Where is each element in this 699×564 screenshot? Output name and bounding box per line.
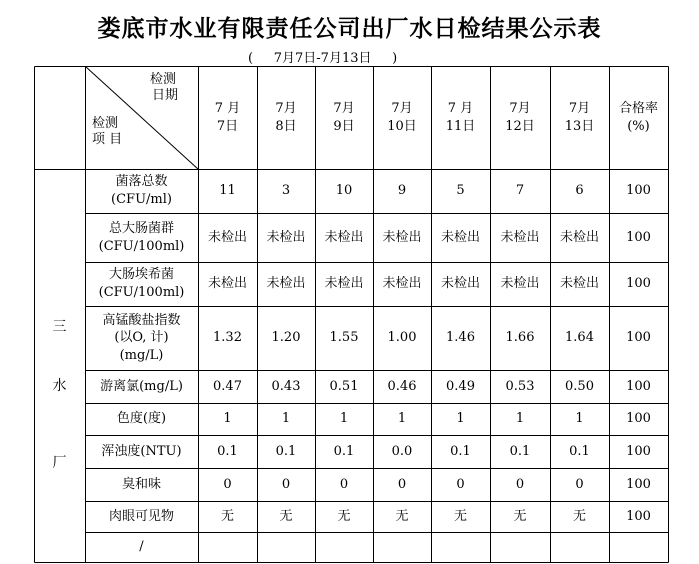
value-cell: 0.47 <box>213 378 242 394</box>
value-cell: 0.1 <box>333 443 355 459</box>
value-cell: 未检出 <box>559 229 599 245</box>
value-cell: 未检出 <box>207 276 247 292</box>
value-cell <box>431 532 490 562</box>
item-cell: 总大肠菌群 (CFU/100ml) <box>98 220 185 254</box>
value-cell: 无 <box>453 508 467 524</box>
value-cell: 未检出 <box>382 276 422 292</box>
pass-rate-cell: 100 <box>626 508 651 524</box>
value-cell: 7 <box>515 183 525 199</box>
value-cell: 1.20 <box>271 330 301 346</box>
date-range-subtitle: ( 7月7日-7月13日 ) <box>248 51 398 66</box>
pass-rate-cell <box>609 532 668 562</box>
plant-label-char: 水 <box>52 378 67 394</box>
date-header: 7月 10日 <box>387 100 417 134</box>
value-cell: 无 <box>513 508 527 524</box>
value-cell: 0.51 <box>329 378 359 394</box>
value-cell <box>315 532 373 562</box>
plant-label-char: 厂 <box>52 455 67 471</box>
value-cell: 1 <box>456 411 465 427</box>
pass-rate-header: 合格率 (%) <box>618 100 658 134</box>
date-header: 7月 9日 <box>333 100 355 134</box>
pass-rate-cell: 100 <box>626 378 651 394</box>
value-cell: 6 <box>575 183 584 199</box>
item-cell: 大肠埃希菌 (CFU/100ml) <box>98 267 185 300</box>
corner-label-top: 检测 日期 <box>150 72 179 104</box>
value-cell: 0.46 <box>387 378 417 394</box>
date-header: 7月 8日 <box>275 100 297 134</box>
value-cell: 1 <box>575 411 584 427</box>
item-cell: 浑浊度(NTU) <box>101 443 182 459</box>
value-cell <box>198 532 257 562</box>
value-cell: 无 <box>337 508 351 524</box>
item-cell: / <box>139 539 144 555</box>
value-cell <box>490 532 550 562</box>
value-cell: 未检出 <box>207 229 247 245</box>
value-cell: 无 <box>279 508 293 524</box>
value-cell <box>373 532 431 562</box>
date-header: 7 月 7日 <box>214 100 241 134</box>
value-cell: 1 <box>339 411 349 427</box>
value-cell: 未检出 <box>266 229 306 245</box>
value-cell: 0.1 <box>217 443 238 459</box>
value-cell: 0 <box>339 476 349 492</box>
value-cell: 未检出 <box>382 229 422 245</box>
value-cell: 1.00 <box>387 330 417 346</box>
value-cell: 0.50 <box>565 378 594 394</box>
value-cell: 1.55 <box>329 330 359 346</box>
value-cell: 1 <box>515 411 525 427</box>
value-cell: 未检出 <box>324 229 364 245</box>
value-cell: 0.1 <box>509 443 531 459</box>
pass-rate-cell: 100 <box>626 443 651 459</box>
value-cell: 0 <box>575 476 584 492</box>
value-cell: 1.46 <box>446 330 475 346</box>
value-cell: 1.64 <box>565 330 594 346</box>
item-cell: 肉眼可见物 <box>108 508 174 524</box>
date-header: 7月 12日 <box>505 100 535 134</box>
pass-rate-cell: 100 <box>626 276 651 292</box>
item-cell: 高锰酸盐指数 (以O, 计) (mg/L) <box>102 312 181 363</box>
value-cell: 0.1 <box>275 443 297 459</box>
value-cell: 5 <box>456 183 465 199</box>
value-cell <box>257 532 315 562</box>
plant-label-char: 三 <box>52 319 67 335</box>
value-cell: 未检出 <box>500 276 540 292</box>
pass-rate-cell: 100 <box>626 183 651 199</box>
value-cell: 9 <box>397 183 407 199</box>
value-cell: 未检出 <box>324 276 364 292</box>
value-cell: 0.43 <box>271 378 301 394</box>
value-cell: 11 <box>219 183 236 199</box>
value-cell: 未检出 <box>559 276 599 292</box>
value-cell: 未检出 <box>500 229 540 245</box>
value-cell: 无 <box>395 508 409 524</box>
pass-rate-cell: 100 <box>626 330 651 346</box>
value-cell: 10 <box>335 183 353 199</box>
item-cell: 色度(度) <box>116 411 167 427</box>
value-cell: 1 <box>397 411 407 427</box>
value-cell: 0 <box>281 476 291 492</box>
pass-rate-cell: 100 <box>626 476 651 492</box>
corner-label-bottom: 检测 项 目 <box>92 116 123 148</box>
value-cell: 1.32 <box>213 330 242 346</box>
value-cell: 0 <box>223 476 232 492</box>
value-cell: 0.1 <box>450 443 471 459</box>
value-cell: 0 <box>397 476 407 492</box>
value-cell: 未检出 <box>266 276 306 292</box>
date-header: 7月 13日 <box>564 100 595 134</box>
value-cell: 1 <box>223 411 232 427</box>
value-cell <box>550 532 609 562</box>
value-cell: 0.49 <box>446 378 475 394</box>
item-cell: 菌落总数 (CFU/ml) <box>111 174 172 207</box>
value-cell: 3 <box>281 183 291 199</box>
value-cell: 无 <box>220 508 234 524</box>
pass-rate-cell: 100 <box>626 411 651 427</box>
page-title: 娄底市水业有限责任公司出厂水日检结果公示表 <box>97 16 602 42</box>
date-header: 7 月 11日 <box>445 100 476 134</box>
value-cell: 0 <box>515 476 525 492</box>
value-cell: 0.1 <box>569 443 590 459</box>
value-cell: 0.53 <box>505 378 535 394</box>
value-cell: 无 <box>572 508 586 524</box>
item-cell: 臭和味 <box>121 476 161 492</box>
pass-rate-cell: 100 <box>626 229 651 245</box>
value-cell: 未检出 <box>440 229 480 245</box>
value-cell: 1 <box>281 411 291 427</box>
value-cell: 1.66 <box>505 330 535 346</box>
value-cell: 0 <box>456 476 465 492</box>
value-cell: 0.0 <box>391 443 413 459</box>
value-cell: 未检出 <box>440 276 480 292</box>
item-cell: 游离氯(mg/L) <box>100 378 183 394</box>
